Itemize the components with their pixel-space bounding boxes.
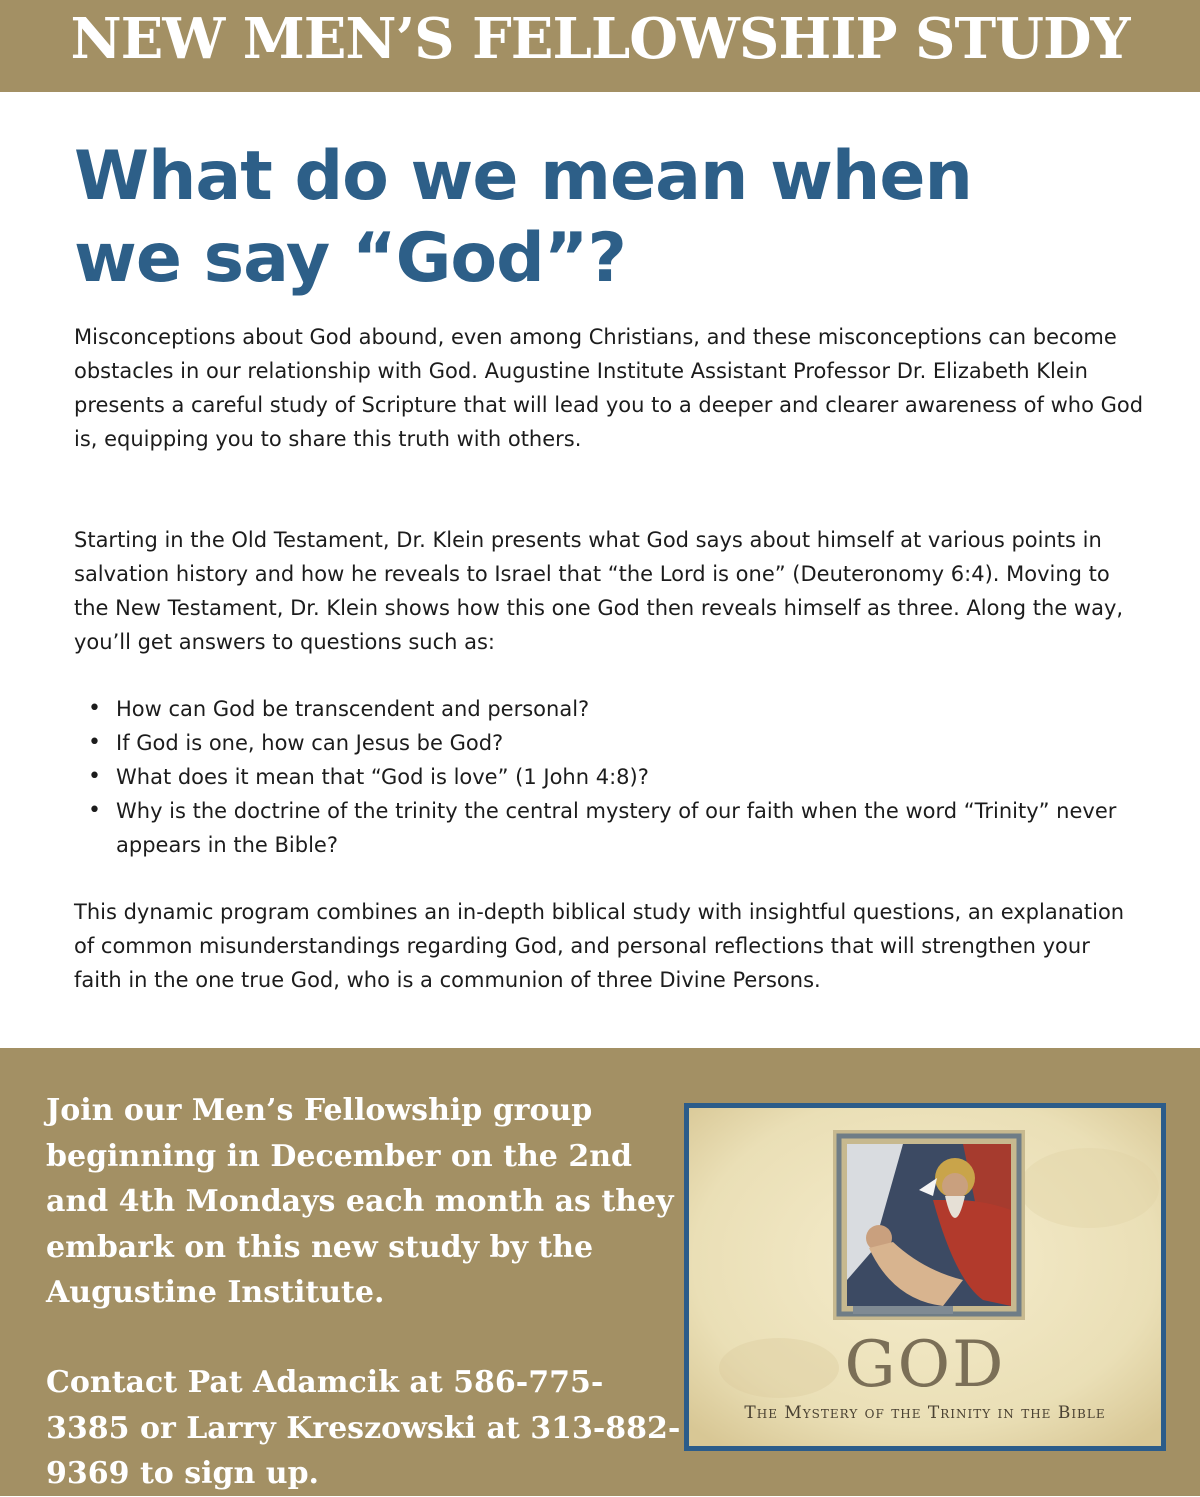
question-text: Why is the doctrine of the trinity the central mystery of our faith when the word “Trinity” never appears in the Bible? (116, 799, 1117, 857)
book-cover (684, 1103, 1166, 1451)
intro-paragraph-2: Starting in the Old Testament, Dr. Klein presents what God says about himself at various points in salvation history and how he reveals to Israel that “the Lord is one” (Deuteronomy 6:4). Moving to the New Testament, Dr. Klein shows how this one God then reveals himself as three. Along the way, you’ll get answers to questions such as: (74, 528, 1124, 654)
book-title: GOD (844, 1328, 1006, 1402)
bullet-icon: • (88, 764, 101, 789)
question-text: If God is one, how can Jesus be God? (116, 731, 504, 755)
bullet-icon: • (88, 798, 101, 823)
question-list (74, 692, 1144, 862)
headline (74, 136, 1134, 300)
intro-paragraph-1: Misconceptions about God abound, even among Christians, and these misconceptions can become obstacles in our relationship with God. Augustine Institute Assistant Professor Dr. Elizabeth Klein presents a careful study of Scripture that will lead you to a deeper and clearer awareness of who God is, equipping you to share this truth with others. (74, 325, 1144, 451)
join-invitation: Join our Men’s Fellowship group beginning in December on the 2nd and 4th Mondays each month as they embark on this new study by the Augustine Institute. (46, 1093, 674, 1310)
contact-info: Contact Pat Adamcik at 586-775-3385 or Larry Kreszowski at 313-882-9369 to sign up. (46, 1365, 681, 1491)
question-item (74, 794, 1144, 862)
question-item (74, 726, 1144, 760)
question-text: How can God be transcendent and personal? (116, 697, 590, 721)
question-item (74, 760, 1144, 794)
book-subtitle: The Mystery of the Trinity in the Bible (744, 1403, 1106, 1423)
headline-line-1: What do we mean when (74, 137, 972, 216)
bullet-icon: • (88, 696, 101, 721)
trinity-painting-image (833, 1130, 1025, 1320)
question-item (74, 692, 1144, 726)
bullet-icon: • (88, 730, 101, 755)
banner-title: NEW MEN’S FELLOWSHIP STUDY (70, 6, 1130, 72)
question-text: What does it mean that “God is love” (1 John 4:8)? (116, 765, 649, 789)
headline-line-2: we say “God”? (74, 219, 626, 298)
header-banner (0, 0, 1200, 92)
intro-paragraph-3: This dynamic program combines an in-depth biblical study with insightful questions, an explanation of common misunderstandings regarding God, and personal reflections that will strengthen your faith in the one true God, who is a communion of three Divine Persons. (74, 900, 1125, 992)
